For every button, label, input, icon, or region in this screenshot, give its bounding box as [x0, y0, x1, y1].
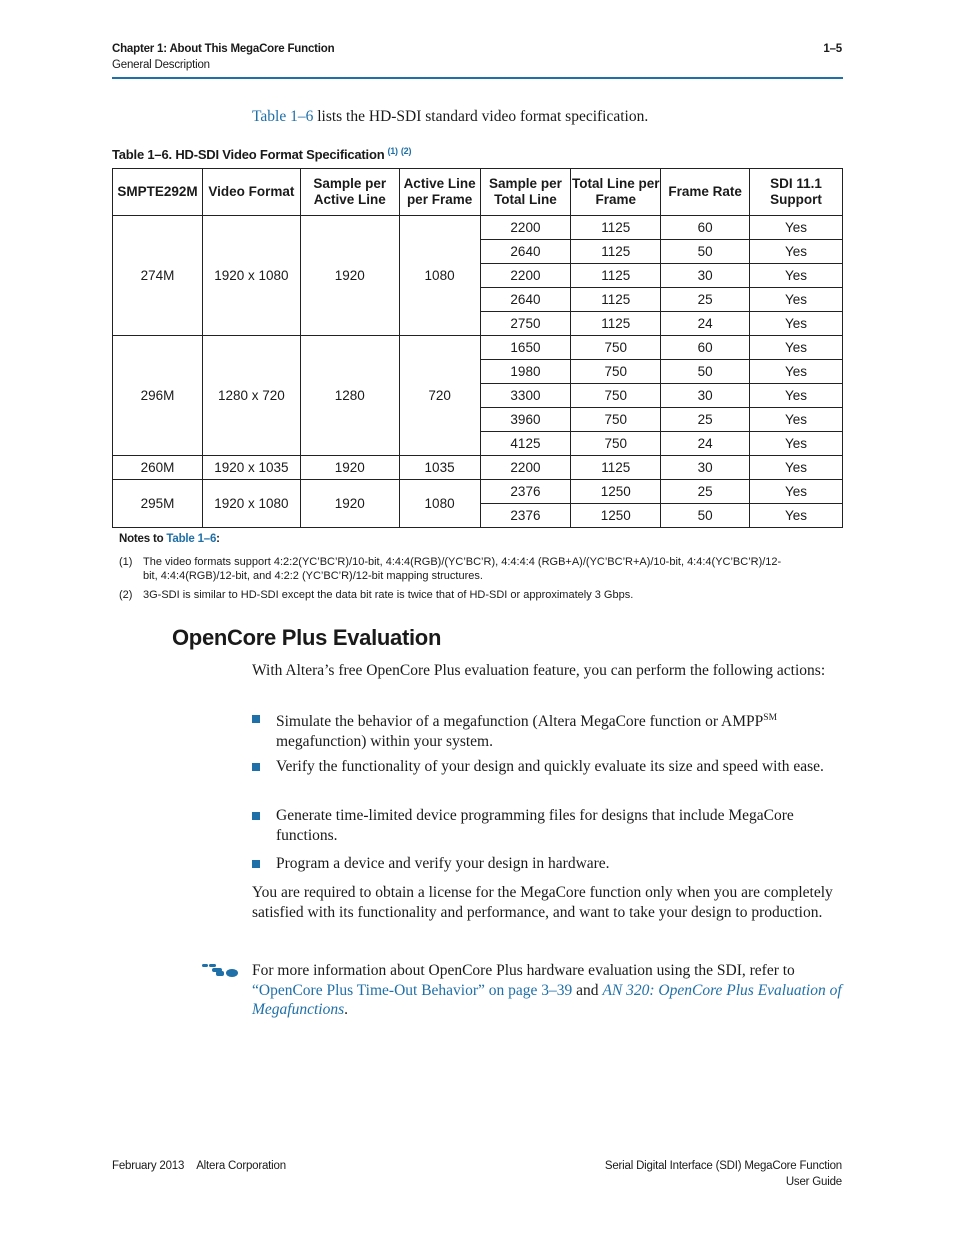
table-cell: 750: [571, 384, 661, 408]
active-lines-cell: 1035: [399, 456, 480, 480]
bullet-item-1: [276, 709, 841, 751]
table-cell: 1125: [571, 456, 661, 480]
intro-paragraph: [252, 108, 648, 126]
table-cell: Yes: [750, 216, 843, 240]
video-format-cell: 1280 x 720: [202, 336, 300, 456]
table-row: [113, 480, 843, 504]
column-header: Video Format: [202, 169, 300, 216]
smpte-cell: 274M: [113, 216, 203, 336]
table-cell: Yes: [750, 480, 843, 504]
video-format-cell: 1920 x 1080: [202, 480, 300, 528]
table-cell: 1125: [571, 240, 661, 264]
table-cell: Yes: [750, 456, 843, 480]
active-samples-cell: 1920: [300, 456, 399, 480]
table-cell: 1125: [571, 288, 661, 312]
section-title: General Description: [112, 59, 210, 71]
table-cell: 1650: [480, 336, 571, 360]
bullet-icon: [252, 763, 260, 771]
smpte-cell: 296M: [113, 336, 203, 456]
timeout-behavior-link[interactable]: “OpenCore Plus Time-Out Behavior” on page 3–39: [252, 981, 573, 999]
bullet-icon: [252, 812, 260, 820]
table-link[interactable]: Table 1–6: [252, 108, 314, 125]
table-cell: 60: [661, 216, 750, 240]
table-cell: 750: [571, 408, 661, 432]
table-cell: 2640: [480, 240, 571, 264]
table-cell: 60: [661, 336, 750, 360]
table-cell: 4125: [480, 432, 571, 456]
table-cell: 1125: [571, 264, 661, 288]
table-cell: Yes: [750, 360, 843, 384]
table-cell: 2640: [480, 288, 571, 312]
bullet-item-2: Verify the functionality of your design and quickly evaluate its size and speed with ease.: [276, 758, 824, 775]
notes-title: [119, 533, 220, 545]
table-cell: Yes: [750, 288, 843, 312]
column-header: SMPTE292M: [113, 169, 203, 216]
table-row: [113, 336, 843, 360]
table-cell: Yes: [750, 312, 843, 336]
pointing-hand-icon: [200, 962, 240, 978]
table-cell: 2200: [480, 216, 571, 240]
caption-note-link-1[interactable]: (1): [387, 146, 398, 156]
header-rule: [112, 77, 843, 79]
footer-date-company: [112, 1160, 286, 1172]
video-format-cell: 1920 x 1080: [202, 216, 300, 336]
table-row: [113, 456, 843, 480]
table-cell: Yes: [750, 240, 843, 264]
table-note-1: [119, 555, 839, 583]
notes-title-suffix: :: [216, 533, 220, 545]
table-cell: Yes: [750, 264, 843, 288]
table-cell: 2750: [480, 312, 571, 336]
smpte-cell: 295M: [113, 480, 203, 528]
table-cell: 50: [661, 504, 750, 528]
note-text: 3G-SDI is similar to HD-SDI except the data bit rate is twice that of HD-SDI or approximately 3 Gbps.: [143, 589, 634, 601]
table-cell: 30: [661, 264, 750, 288]
column-header: Active Line per Frame: [399, 169, 480, 216]
note-text: The video formats support 4:2:2(YC’BC’R)/10-bit, 4:4:4(RGB)/(YC’BC’R), 4:4:4:4 (RGB+A)/(YC’BC’R+A)/10-bit, 4:4:4(YC’BC’R)/12-bit, 4:4:4(RGB)/12-bit, and 4:2:2 (YC’BC’R)/12-bit mapping structures.: [143, 556, 782, 582]
intro-text: lists the HD-SDI standard video format specification.: [313, 108, 649, 125]
notes-table-link[interactable]: Table 1–6: [166, 533, 217, 545]
active-lines-cell: 1080: [399, 216, 480, 336]
column-header: Total Line per Frame: [571, 169, 661, 216]
column-header: Sample per Total Line: [480, 169, 571, 216]
table-cell: 50: [661, 240, 750, 264]
table-cell: 1980: [480, 360, 571, 384]
table-cell: 30: [661, 456, 750, 480]
table-cell: 1125: [571, 216, 661, 240]
column-header: Sample per Active Line: [300, 169, 399, 216]
bullet-icon: [252, 860, 260, 868]
table-header-row: [113, 169, 843, 216]
table-cell: 30: [661, 384, 750, 408]
table-caption: [112, 146, 411, 162]
footer-doc-title: Serial Digital Interface (SDI) MegaCore Function: [604, 1160, 842, 1172]
page-number: 1–5: [823, 43, 842, 55]
video-format-table: [112, 168, 843, 528]
note-text: and: [572, 981, 603, 999]
license-paragraph: You are required to obtain a license for the MegaCore function only when you are completely satisfied with its functionality and performance, and want to take your design to production.: [252, 884, 833, 921]
column-header: Frame Rate: [661, 169, 750, 216]
table-cell: Yes: [750, 432, 843, 456]
table-cell: 1250: [571, 504, 661, 528]
table-cell: 24: [661, 432, 750, 456]
table-cell: Yes: [750, 408, 843, 432]
table-cell: 750: [571, 360, 661, 384]
table-cell: Yes: [750, 504, 843, 528]
bullet-icon: [252, 715, 260, 723]
table-cell: 1250: [571, 480, 661, 504]
footer-company: Altera Corporation: [196, 1160, 286, 1172]
active-lines-cell: 720: [399, 336, 480, 456]
bullet-item-4: Program a device and verify your design in hardware.: [276, 855, 610, 872]
table-cell: 1125: [571, 312, 661, 336]
video-format-cell: 1920 x 1035: [202, 456, 300, 480]
table-cell: 2376: [480, 480, 571, 504]
table-cell: 24: [661, 312, 750, 336]
table-cell: 25: [661, 480, 750, 504]
note-text: For more information about OpenCore Plus hardware evaluation using the SDI, refer to: [252, 962, 795, 979]
an320-link[interactable]: AN 320: OpenCore Plus Evaluation of Megafunctions: [252, 981, 842, 1018]
caption-note-link-2[interactable]: (2): [400, 146, 412, 156]
active-samples-cell: 1920: [300, 216, 399, 336]
service-mark: SM: [763, 713, 778, 723]
table-cell: 750: [571, 336, 661, 360]
note-text: .: [344, 1001, 348, 1018]
bullet-item-3: Generate time-limited device programming files for designs that include MegaCore functions.: [276, 807, 794, 844]
intro-body-paragraph: With Altera’s free OpenCore Plus evaluation feature, you can perform the following actions:: [252, 662, 826, 679]
table-row: [113, 216, 843, 240]
notes-title-prefix: Notes to: [119, 533, 167, 545]
column-header: SDI 11.1 Support: [750, 169, 843, 216]
table-cell: 2200: [480, 456, 571, 480]
chapter-title: Chapter 1: About This MegaCore Function: [112, 43, 335, 55]
table-cell: Yes: [750, 384, 843, 408]
table-caption-text: Table 1–6. HD-SDI Video Format Specification: [112, 147, 385, 162]
active-lines-cell: 1080: [399, 480, 480, 528]
table-cell: 2376: [480, 504, 571, 528]
table-cell: 50: [661, 360, 750, 384]
footer-date: February 2013: [112, 1160, 185, 1172]
smpte-cell: 260M: [113, 456, 203, 480]
section-heading: OpenCore Plus Evaluation: [172, 625, 442, 650]
more-info-note: [252, 961, 844, 1020]
table-note-2: [119, 588, 839, 602]
table-cell: 25: [661, 288, 750, 312]
bullet-text: Simulate the behavior of a megafunction (Altera MegaCore function or AMPP: [276, 713, 764, 730]
table-cell: 750: [571, 432, 661, 456]
footer-doc-type: User Guide: [785, 1176, 842, 1188]
table-cell: 3960: [480, 408, 571, 432]
active-samples-cell: 1280: [300, 336, 399, 456]
table-cell: Yes: [750, 336, 843, 360]
note-number: (1): [119, 556, 133, 568]
note-number: (2): [119, 589, 133, 601]
table-cell: 25: [661, 408, 750, 432]
active-samples-cell: 1920: [300, 480, 399, 528]
table-cell: 2200: [480, 264, 571, 288]
table-cell: 3300: [480, 384, 571, 408]
bullet-text-cont: megafunction) within your system.: [276, 732, 493, 750]
